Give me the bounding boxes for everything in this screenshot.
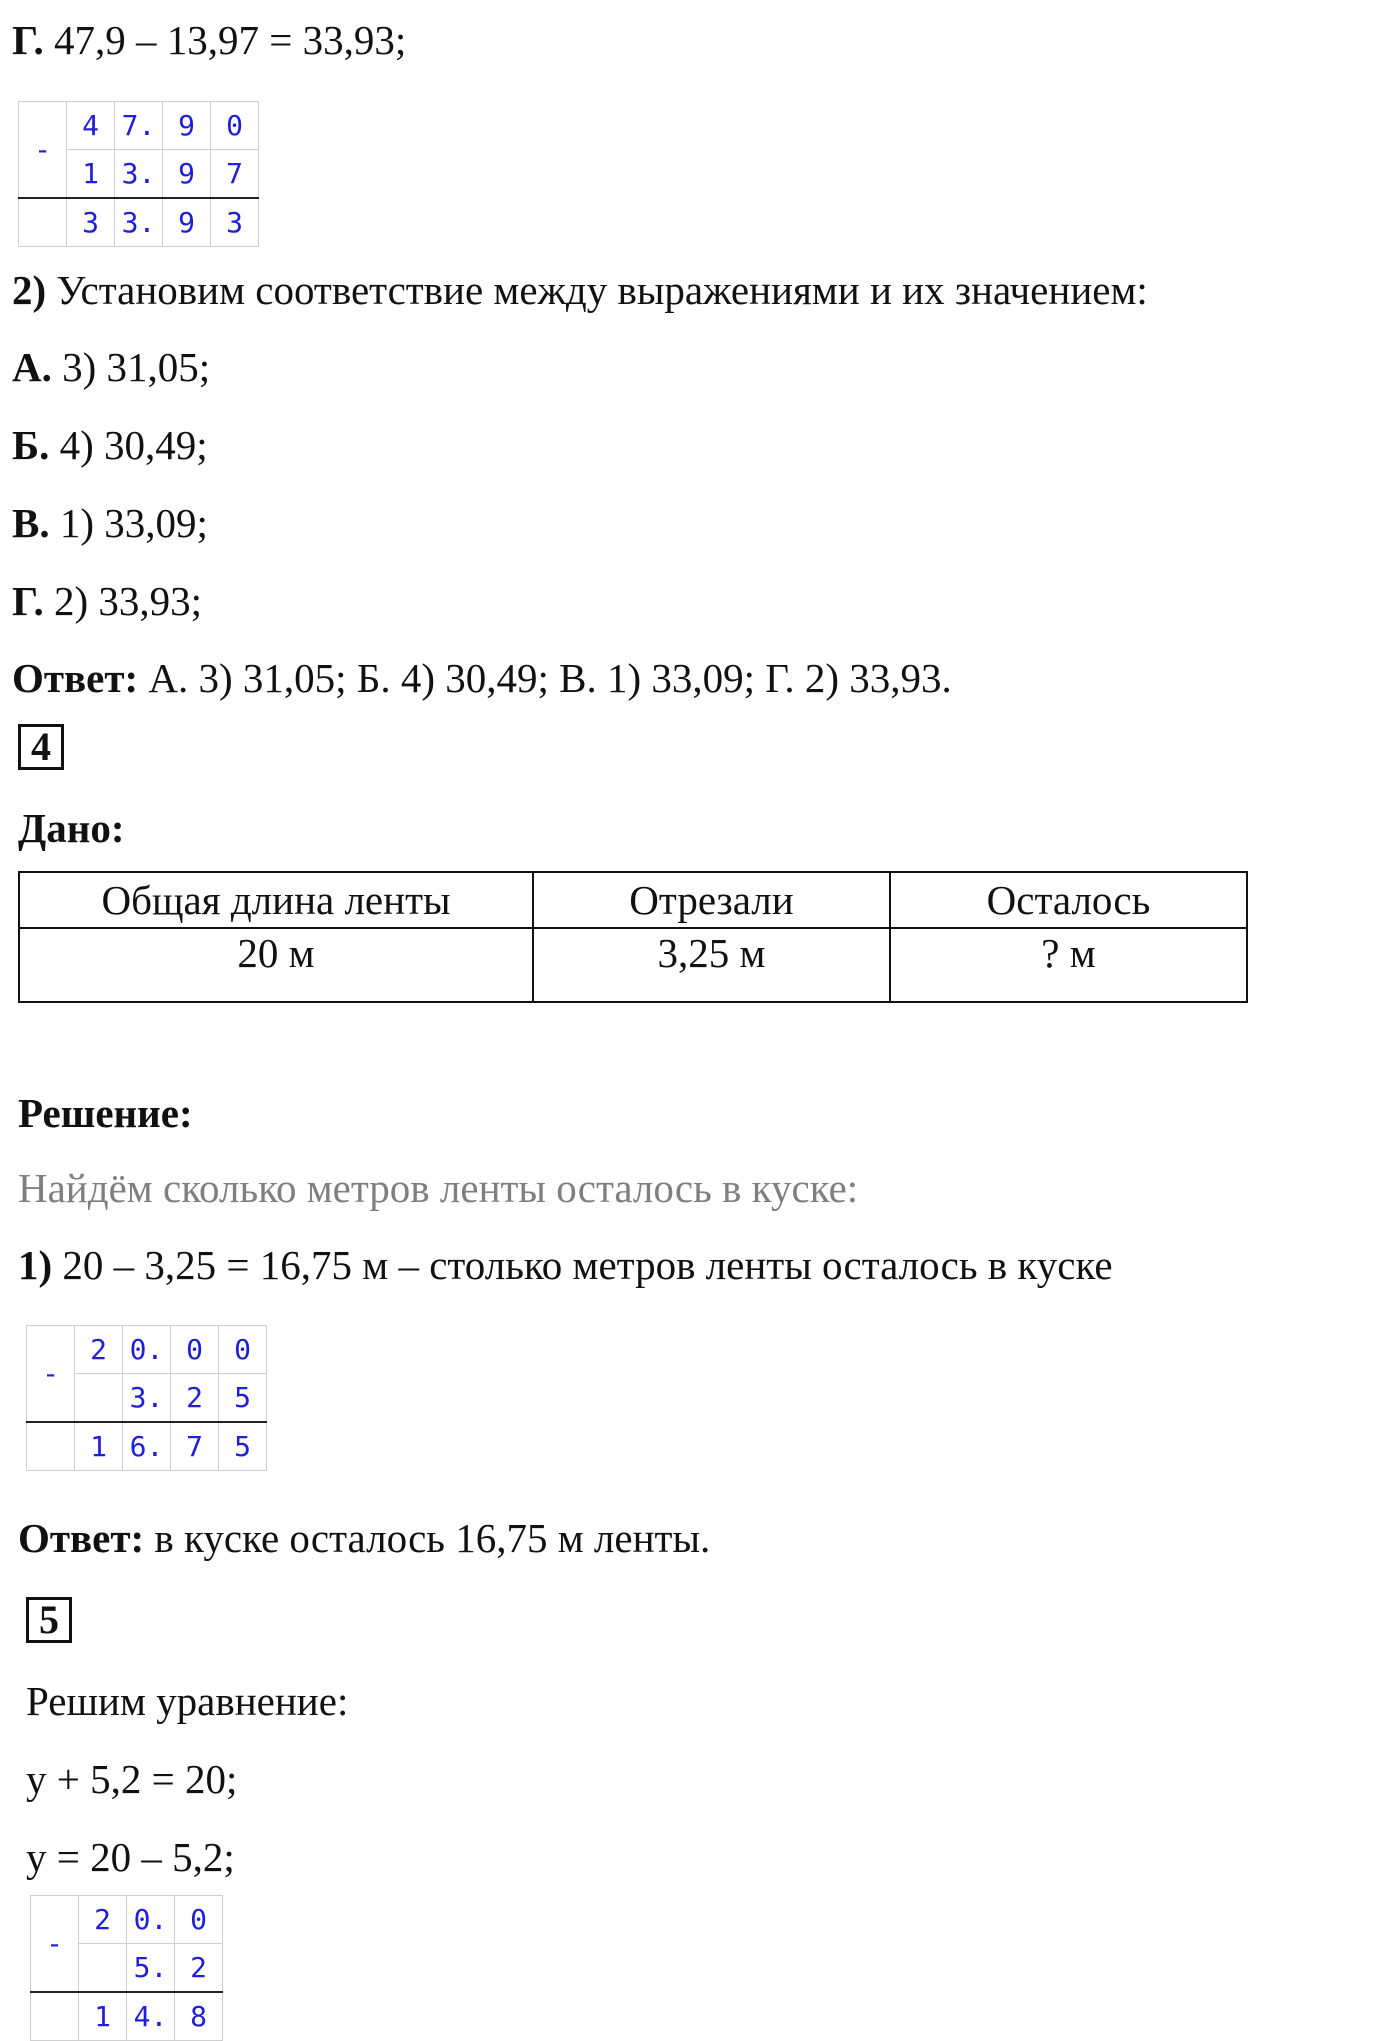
- digit-cell: 2: [75, 1326, 123, 1374]
- table-cell: 3,25 м: [533, 928, 890, 1002]
- digit-cell: 1: [75, 1422, 123, 1471]
- item-text: 4) 30,49;: [59, 422, 208, 468]
- digit-cell: 5: [219, 1374, 267, 1423]
- solution-step-1: [18, 1242, 1113, 1288]
- digit-cell: 0.: [127, 1896, 175, 1944]
- answer-text: в куске осталось 16,75 м ленты.: [154, 1515, 711, 1561]
- table-header: Осталось: [890, 872, 1247, 928]
- digit-cell: 8: [175, 1992, 223, 2041]
- digit-cell: 3.: [115, 198, 163, 247]
- item-label: Б.: [12, 422, 50, 468]
- digit-cell: 2: [79, 1896, 127, 1944]
- digit-cell: 3: [67, 198, 115, 247]
- digit-cell: 4.: [127, 1992, 175, 2041]
- digit-cell: 0: [211, 102, 259, 150]
- column-subtraction-20: [26, 1325, 267, 1471]
- solution-hint: Найдём сколько метров ленты осталось в куске:: [18, 1165, 859, 1211]
- empty-cell: [27, 1422, 75, 1471]
- expression-g: [12, 17, 407, 63]
- task-number-5: 5: [26, 1597, 72, 1643]
- digit-cell: 3.: [123, 1374, 171, 1423]
- table-header: Общая длина ленты: [19, 872, 533, 928]
- task-number-4: 4: [18, 724, 64, 770]
- solution-label-text: Решение:: [18, 1090, 193, 1136]
- match-item: [12, 578, 203, 624]
- given-table: [18, 871, 1248, 1003]
- digit-cell: 0: [219, 1326, 267, 1374]
- equation-line-1: y + 5,2 = 20;: [26, 1756, 238, 1802]
- digit-cell: 3.: [115, 150, 163, 199]
- digit-cell: 0.: [123, 1326, 171, 1374]
- digit-cell: 9: [163, 150, 211, 199]
- answer-label: Ответ:: [18, 1515, 145, 1561]
- item-label: Г.: [12, 578, 44, 624]
- equation-line-2: y = 20 – 5,2;: [26, 1834, 235, 1880]
- equation-intro: Решим уравнение:: [26, 1678, 349, 1724]
- item-text: 3) 31,05;: [62, 344, 211, 390]
- digit-cell: 7.: [115, 102, 163, 150]
- digit-cell: 5: [219, 1422, 267, 1471]
- digit-cell: 2: [171, 1374, 219, 1423]
- column-subtraction-20-5-2: [30, 1895, 223, 2041]
- part-2-heading: [12, 267, 1148, 313]
- digit-cell: 0: [171, 1326, 219, 1374]
- answer-line: [18, 1515, 711, 1561]
- digit-cell: 7: [171, 1422, 219, 1471]
- digit-cell: 4: [67, 102, 115, 150]
- part-text: Установим соответствие между выражениями и их значением:: [56, 267, 1148, 313]
- expression-text: 47,9 – 13,97 = 33,93;: [53, 17, 407, 63]
- digit-cell: 1: [79, 1992, 127, 2041]
- match-item: [12, 344, 211, 390]
- digit-cell: 0: [175, 1896, 223, 1944]
- answer-label: Ответ:: [12, 655, 139, 701]
- digit-cell: 9: [163, 198, 211, 247]
- given-label: [18, 805, 125, 851]
- column-subtraction-47-9: [18, 101, 259, 247]
- digit-cell: 3: [211, 198, 259, 247]
- digit-cell: [79, 1944, 127, 1993]
- item-label: А.: [12, 344, 52, 390]
- minus-sign: -: [31, 1896, 79, 1993]
- digit-cell: 9: [163, 102, 211, 150]
- table-cell: ? м: [890, 928, 1247, 1002]
- table-header: Отрезали: [533, 872, 890, 928]
- item-label: Г.: [12, 17, 44, 63]
- item-text: 1) 33,09;: [59, 500, 208, 546]
- digit-cell: [75, 1374, 123, 1423]
- table-cell: 20 м: [19, 928, 533, 1002]
- empty-cell: [19, 198, 67, 247]
- solution-label: [18, 1090, 193, 1136]
- empty-cell: [31, 1992, 79, 2041]
- digit-cell: 5.: [127, 1944, 175, 1993]
- match-item: [12, 500, 208, 546]
- digit-cell: 7: [211, 150, 259, 199]
- given-label-text: Дано:: [18, 805, 125, 851]
- answer-line: [12, 655, 952, 701]
- item-label: В.: [12, 500, 50, 546]
- match-item: [12, 422, 208, 468]
- digit-cell: 6.: [123, 1422, 171, 1471]
- minus-sign: -: [27, 1326, 75, 1423]
- step-text: 20 – 3,25 = 16,75 м – столько метров ленты осталось в куске: [62, 1242, 1113, 1288]
- answer-text: А. 3) 31,05; Б. 4) 30,49; В. 1) 33,09; Г. 2) 33,93.: [148, 655, 952, 701]
- step-label: 1): [18, 1242, 53, 1288]
- digit-cell: 1: [67, 150, 115, 199]
- part-label: 2): [12, 267, 47, 313]
- item-text: 2) 33,93;: [53, 578, 203, 624]
- digit-cell: 2: [175, 1944, 223, 1993]
- minus-sign: -: [19, 102, 67, 199]
